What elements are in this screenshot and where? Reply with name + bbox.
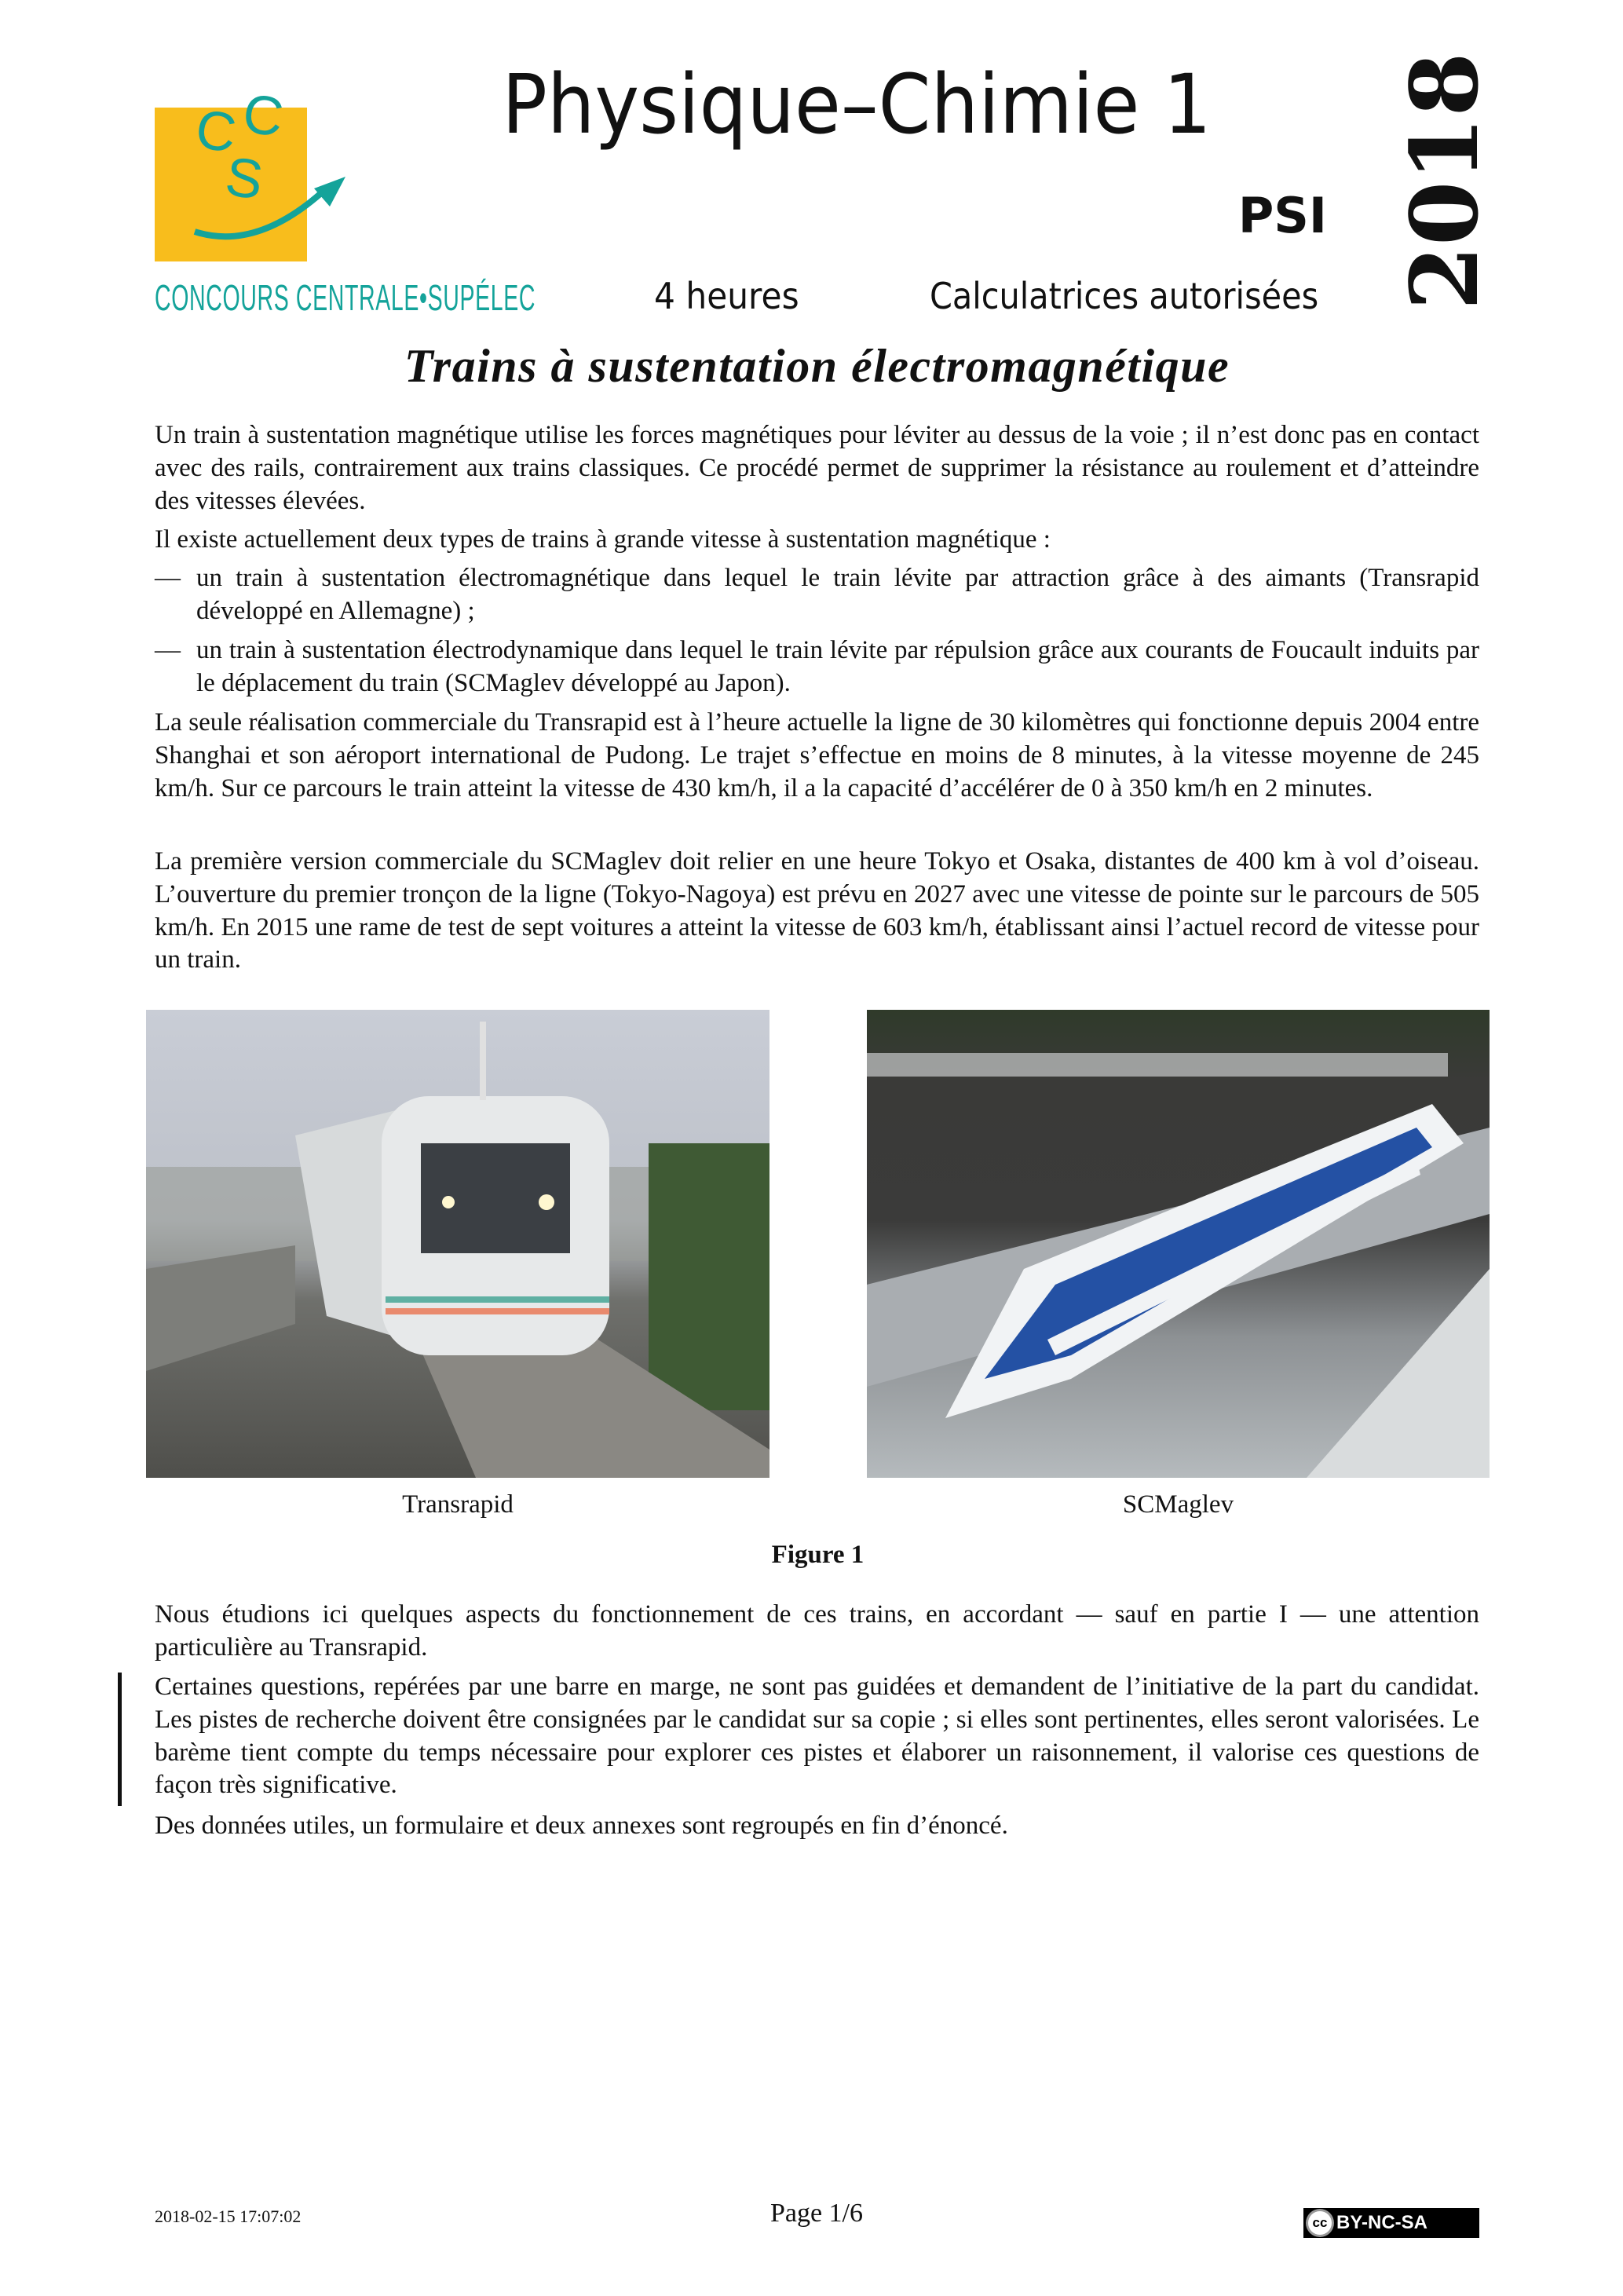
svg-text:C: C xyxy=(192,97,240,164)
list-item xyxy=(155,562,1479,628)
intro-paragraph-3: La seule réalisation commerciale du Transrapid est à l’heure actuelle la ligne de 30 kilomètres qui fonctionne depuis 2004 entre Shanghai et son aéroport international de Pudong. Le trajet s’effectue en moins de 8 minutes, à la vitesse moyenne de 245 km/h. Sur ce parcours le train atteint la vitesse de 430 km/h, il a la capacité d’accélérer de 0 à 350 km/h en 2 minutes. xyxy=(155,708,1479,803)
problem-heading: Trains à sustentation électromagnétique xyxy=(404,340,1230,392)
list-item-text: un train à sustentation électrodynamique dans lequel le train lévite par répulsion grâce aux courants de Foucault induits par le déplacement du train (SCMaglev développé au Japon). xyxy=(196,636,1479,697)
list-item-text: un train à sustentation électromagnétique dans lequel le train lévite par attraction grâce à des aimants (Transrapid développé en Allemagne) ; xyxy=(196,564,1479,625)
footer-timestamp: 2018-02-15 17:07:02 xyxy=(155,2206,302,2226)
scmaglev-caption: SCMaglev xyxy=(1122,1490,1234,1519)
page-number: Page 1/6 xyxy=(769,2199,864,2228)
outro-paragraph-2: Certaines questions, repérées par une barre en marge, ne sont pas guidées et demandent de l’initiative de la part du candidat. Les pistes de recherche doivent être consignées par le candidat sur sa copie ; si elles sont pertinentes, elles seront valorisées. Le barème tient compte du temps nécessaire pour explorer ces pistes et élaborer un raisonnement, il valorise ces questions de façon très significative. xyxy=(155,1673,1479,1800)
calculators-label: Calculatrices autorisées xyxy=(930,275,1319,317)
bullet-dash: — xyxy=(155,636,181,664)
year-label: 2018 xyxy=(1390,52,1499,310)
track-label: PSI xyxy=(1237,187,1327,244)
svg-text:S: S xyxy=(221,145,267,211)
bullet-dash: — xyxy=(155,564,181,592)
outro-paragraph-3: Des données utiles, un formulaire et deux annexes sont regroupés en fin d’énoncé. xyxy=(155,1812,1008,1840)
outro-paragraph-1: Nous étudions ici quelques aspects du fonctionnement de ces trains, en accordant — sauf en partie I — une attention particulière au Transrapid. xyxy=(155,1600,1479,1662)
ccs-logo-icon xyxy=(181,75,361,247)
cc-icon: cc xyxy=(1308,2211,1332,2235)
logo-text: CONCOURS CENTRALE•SUPÉLEC xyxy=(155,277,536,318)
list-item xyxy=(155,634,1479,700)
license-label: BY-NC-SA xyxy=(1336,2212,1428,2233)
svg-text:C: C xyxy=(239,82,287,148)
figure-label: Figure 1 xyxy=(771,1541,865,1569)
duration-label: 4 heures xyxy=(654,275,799,317)
cc-license-badge xyxy=(1303,2208,1479,2238)
scmaglev-photo xyxy=(867,1010,1490,1478)
intro-paragraph-1: Un train à sustentation magnétique utilise les forces magnétiques pour léviter au dessus de la voie ; il n’est donc pas en contact avec des rails, contrairement aux trains classiques. Ce procédé permet de supprimer la résistance au roulement et d’atteindre des vitesses élevées. xyxy=(155,421,1479,515)
transrapid-photo xyxy=(146,1010,769,1478)
transrapid-caption: Transrapid xyxy=(402,1490,514,1519)
exam-title: Physique–Chimie 1 xyxy=(502,57,1212,152)
intro-paragraph-4: La première version commerciale du SCMaglev doit relier en une heure Tokyo et Osaka, distantes de 400 km à vol d’oiseau. L’ouverture du premier tronçon de la ligne (Tokyo-Nagoya) est prévu en 2027 avec une vitesse de pointe sur le parcours de 505 km/h. En 2015 une rame de test de sept voitures a atteint la vitesse de 603 km/h, établissant ainsi l’actuel record de vitesse pour un train. xyxy=(155,847,1479,974)
intro-paragraph-2: Il existe actuellement deux types de trains à grande vitesse à sustentation magnétique : xyxy=(155,525,1051,554)
margin-bar xyxy=(118,1673,122,1806)
